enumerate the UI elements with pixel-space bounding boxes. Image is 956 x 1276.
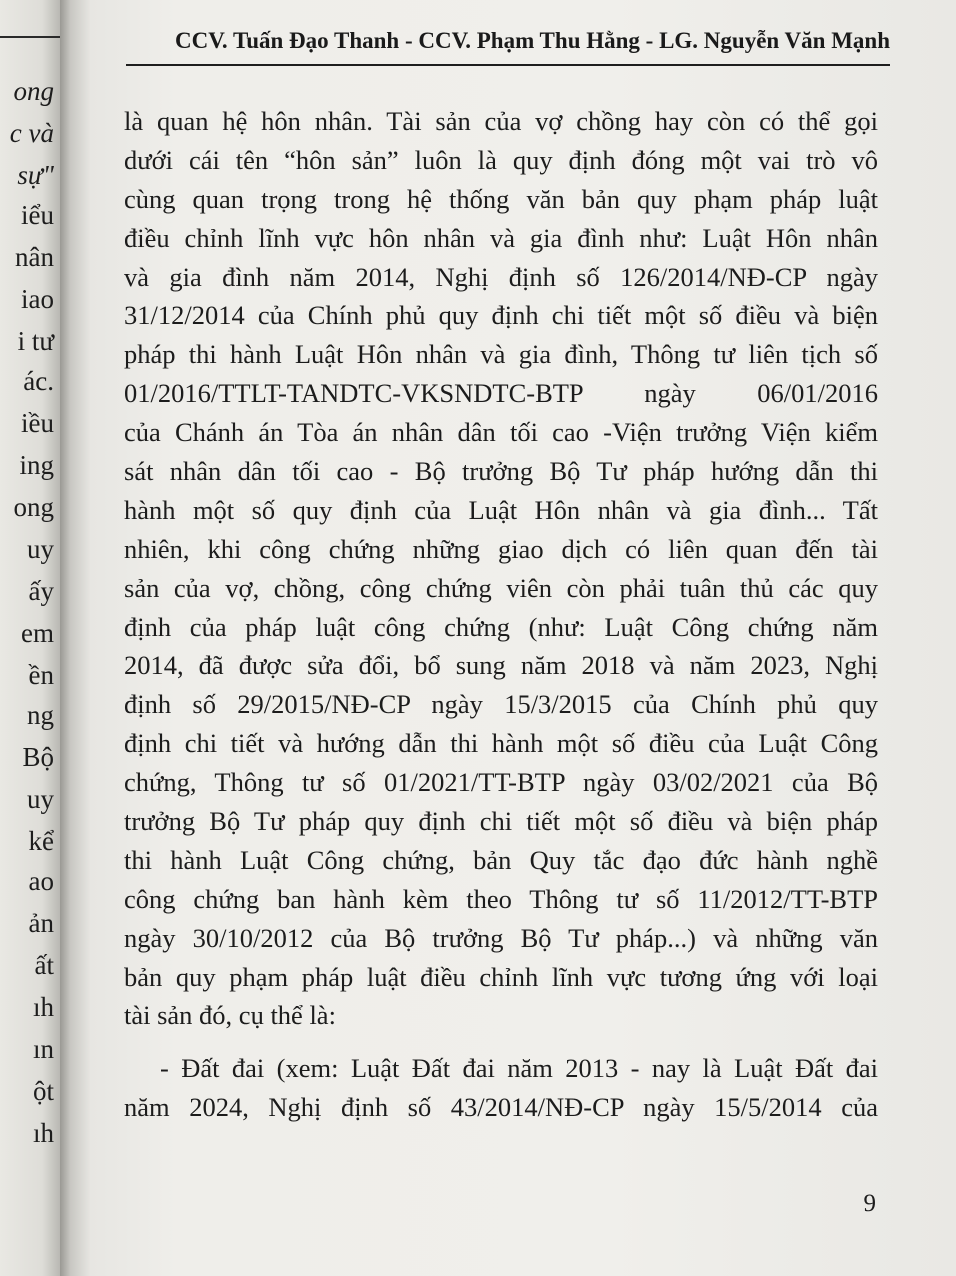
left-fragment: ấy — [28, 576, 54, 606]
text-line: pháp thi hành Luật Hôn nhân và gia đình, Thông tư liên tịch số — [124, 339, 878, 370]
left-fragment: i tư — [17, 326, 54, 356]
left-fragment: ıh — [32, 992, 54, 1022]
text-line: cùng quan trọng trong hệ thống văn bản quy phạm pháp luật — [124, 183, 878, 214]
page-number: 9 — [863, 1190, 876, 1217]
right-page — [90, 0, 956, 1276]
left-fragment: nân — [15, 242, 54, 272]
text-line: thi hành Luật Công chứng, bản Quy tắc đạo đức hành nghề — [124, 844, 878, 875]
left-fragment: em — [21, 618, 54, 648]
left-fragment: ao — [28, 866, 54, 896]
left-fragment: c và — [9, 118, 54, 148]
left-fragment: sự" — [17, 160, 54, 190]
text-line: nhiên, khi công chứng những giao dịch có liên quan đến tài — [124, 533, 878, 564]
text-line: chứng, Thông tư số 01/2021/TT-BTP ngày 03/02/2021 của Bộ — [124, 767, 878, 798]
left-fragment: uy — [27, 784, 54, 814]
left-page — [0, 0, 60, 1276]
text-line: 31/12/2014 của Chính phủ quy định chi tiết một số điều và biện — [124, 300, 878, 331]
paragraph-2 — [124, 1049, 878, 1127]
text-line: - Đất đai (xem: Luật Đất đai năm 2013 - nay là Luật Đất đai — [160, 1053, 878, 1084]
text-line: định chi tiết và hướng dẫn thi hành một số điều của Luật Công — [124, 728, 878, 759]
text-line: bản quy phạm pháp luật điều chỉnh lĩnh vực tương ứng với loại — [124, 961, 878, 992]
running-head: CCV. Tuấn Đạo Thanh - CCV. Phạm Thu Hằng - LG. Nguyễn Văn Mạnh — [175, 28, 890, 53]
text-line: là quan hệ hôn nhân. Tài sản của vợ chồng hay còn có thể gọi — [124, 106, 878, 136]
left-fragment: ng — [27, 700, 54, 730]
left-fragment: ản — [28, 908, 54, 938]
header-rule — [126, 64, 890, 66]
paragraph-1 — [124, 102, 878, 1035]
left-fragment: iểu — [21, 200, 54, 230]
text-line: sản của vợ, chồng, công chứng viên còn phải tuân thủ các quy — [124, 572, 878, 603]
left-fragment: ın — [32, 1034, 54, 1064]
text-line: công chứng ban hành kèm theo Thông tư số 11/2012/TT-BTP — [124, 883, 878, 914]
left-fragment: ıh — [32, 1118, 54, 1148]
left-fragment: ong — [13, 76, 54, 106]
text-line: của Chánh án Tòa án nhân dân tối cao -Viện trưởng Viện kiểm — [124, 417, 878, 448]
text-line: trưởng Bộ Tư pháp quy định chi tiết một số điều và biện pháp — [124, 806, 878, 837]
text-line: điều chỉnh lĩnh vực hôn nhân và gia đình như: Luật Hôn nhân — [124, 222, 878, 253]
left-fragment: ong — [13, 492, 54, 522]
text-line: 2014, đã được sửa đổi, bổ sung năm 2018 và năm 2023, Nghị — [124, 650, 878, 681]
body-text — [124, 102, 878, 1127]
text-line: ngày 30/10/2012 của Bộ trưởng Bộ Tư pháp...) và những văn — [124, 922, 878, 953]
left-fragment: ất — [34, 950, 54, 980]
text-line: 01/2016/TTLT-TANDTC-VKSNDTC-BTP ngày 06/01/2016 — [124, 378, 878, 409]
paragraph-gap — [124, 1035, 878, 1049]
text-line: định của pháp luật công chứng (như: Luật Công chứng năm — [124, 611, 878, 642]
text-line: sát nhân dân tối cao - Bộ trưởng Bộ Tư pháp hướng dẫn thi — [124, 456, 878, 487]
text-line: dưới cái tên “hôn sản” luôn là quy định đóng một vai trò vô — [124, 144, 878, 175]
left-fragment: ền — [28, 660, 54, 690]
text-line: tài sản đó, cụ thể là: — [124, 1000, 336, 1031]
left-fragment: iều — [21, 408, 54, 438]
left-fragment: uy — [27, 534, 54, 564]
left-fragment: Bộ — [22, 742, 54, 772]
text-line: năm 2024, Nghị định số 43/2014/NĐ-CP ngày 15/5/2014 của — [124, 1092, 878, 1123]
left-page-rule — [0, 36, 60, 38]
left-fragment: ing — [19, 450, 54, 480]
left-fragment: iao — [21, 284, 54, 314]
text-line: định số 29/2015/NĐ-CP ngày 15/3/2015 của Chính phủ quy — [124, 689, 878, 720]
left-fragment: kể — [28, 826, 54, 856]
left-fragment: ột — [32, 1076, 54, 1106]
text-line: và gia đình năm 2014, Nghị định số 126/2014/NĐ-CP ngày — [124, 261, 878, 292]
book-gutter — [60, 0, 90, 1276]
text-line: hành một số quy định của Luật Hôn nhân và gia đình... Tất — [124, 494, 878, 525]
left-fragment: ác. — [23, 366, 54, 396]
